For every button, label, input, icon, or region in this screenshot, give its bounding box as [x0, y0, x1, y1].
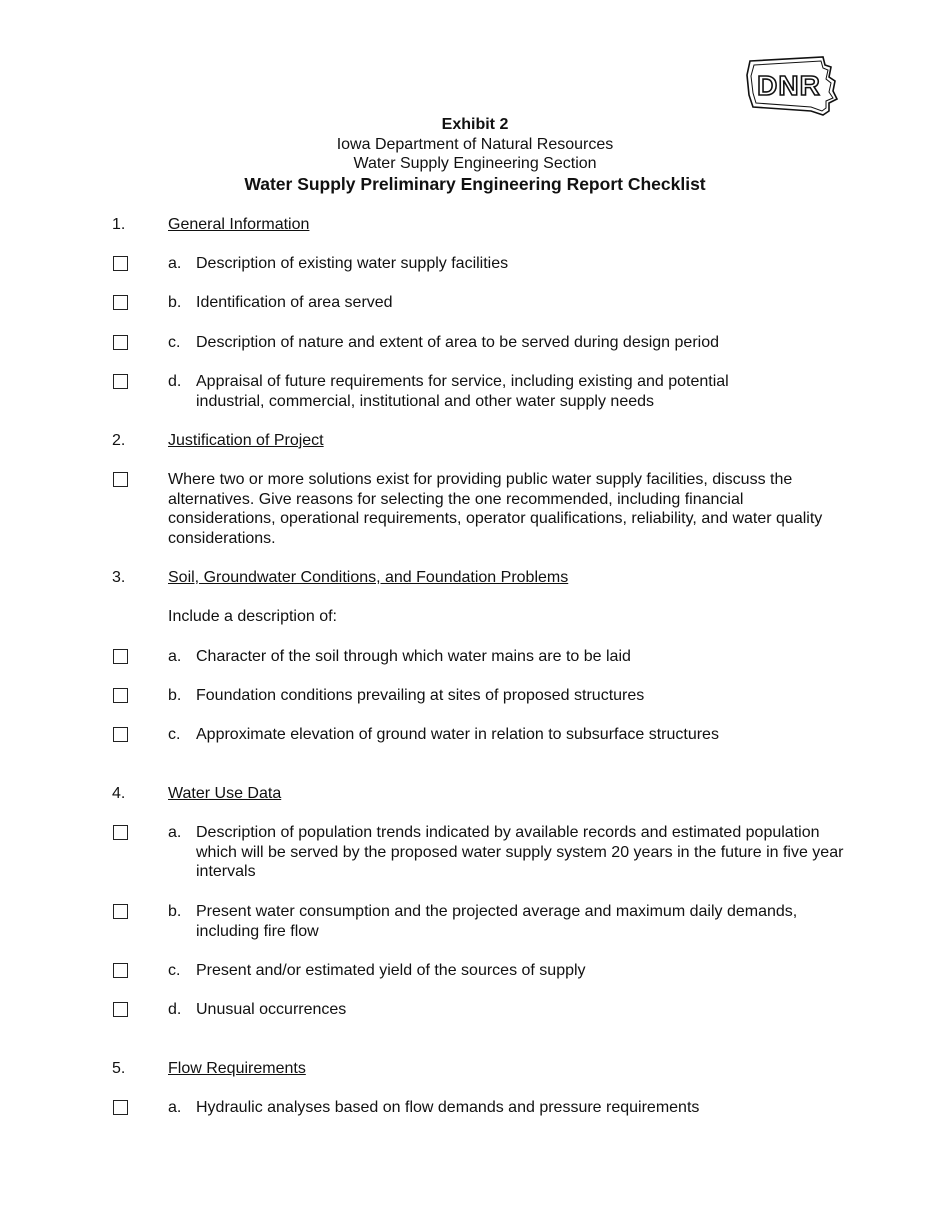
checkbox[interactable]: [113, 1002, 128, 1017]
section-number: 5.: [112, 1060, 126, 1077]
item-letter: c.: [168, 334, 181, 351]
item-text: Appraisal of future requirements for service, including existing and potential industrial, commercial, institutional and other water supply needs: [196, 373, 729, 410]
item-letter: d.: [168, 1001, 182, 1018]
checkbox[interactable]: [113, 472, 128, 487]
dnr-logo-icon: [745, 55, 841, 117]
section-title: Water Use Data: [168, 785, 282, 802]
section-title: Justification of Project: [168, 432, 324, 449]
item-letter: b.: [168, 294, 182, 311]
item-text: Character of the soil through which water mains are to be laid: [196, 648, 631, 665]
section-title: Soil, Groundwater Conditions, and Foundation Problems: [168, 569, 569, 586]
dnr-logo-text: DNR: [757, 70, 821, 101]
dnr-logo: [745, 55, 841, 117]
item-text: Description of existing water supply facilities: [196, 255, 509, 272]
item-letter: a.: [168, 824, 182, 841]
item-text: Description of population trends indicated by available records and estimated population which will be served by the proposed water supply system 20 years in the future in five year intervals: [196, 824, 844, 881]
checkbox[interactable]: [113, 904, 128, 919]
item-letter: a.: [168, 1099, 182, 1116]
checkbox[interactable]: [113, 825, 128, 840]
item-letter: a.: [168, 648, 182, 665]
item-text: Description of nature and extent of area to be served during design period: [196, 334, 719, 351]
section-number: 1.: [112, 216, 126, 233]
checkbox[interactable]: [113, 1100, 128, 1115]
document-header: [0, 115, 950, 194]
item-letter: b.: [168, 687, 182, 704]
section-number: 4.: [112, 785, 126, 802]
document-title: Water Supply Preliminary Engineering Report Checklist: [244, 173, 706, 194]
department-name: Iowa Department of Natural Resources: [336, 135, 614, 153]
checkbox[interactable]: [113, 256, 128, 271]
item-text: Identification of area served: [196, 294, 393, 311]
item-letter: c.: [168, 726, 181, 743]
item-letter: b.: [168, 903, 182, 920]
item-text: Foundation conditions prevailing at sites of proposed structures: [196, 687, 645, 704]
item-letter: d.: [168, 373, 182, 390]
section-title: Flow Requirements: [168, 1060, 306, 1077]
item-text: Present and/or estimated yield of the sources of supply: [196, 962, 586, 979]
checkbox[interactable]: [113, 963, 128, 978]
checkbox[interactable]: [113, 295, 128, 310]
section-number: 2.: [112, 432, 126, 449]
item-paragraph: Where two or more solutions exist for providing public water supply facilities, discuss the alternatives. Give reasons for selecting the one recommended, including financial considerations, operational requirements, operator qualifications, reliability, and water quality considerations.: [168, 471, 823, 547]
intro-text: Include a description of:: [168, 608, 337, 625]
item-letter: c.: [168, 962, 181, 979]
section-name: Water Supply Engineering Section: [353, 155, 597, 173]
checkbox[interactable]: [113, 374, 128, 389]
item-letter: a.: [168, 255, 182, 272]
item-text: Unusual occurrences: [196, 1001, 347, 1018]
checkbox[interactable]: [113, 727, 128, 742]
item-text: Hydraulic analyses based on flow demands and pressure requirements: [196, 1099, 700, 1116]
section-title: General Information: [168, 216, 310, 233]
item-text: Approximate elevation of ground water in relation to subsurface structures: [196, 726, 719, 743]
exhibit-label: Exhibit 2: [441, 116, 509, 133]
checkbox[interactable]: [113, 688, 128, 703]
item-text: Present water consumption and the projected average and maximum daily demands, including fire flow: [196, 903, 798, 940]
checkbox[interactable]: [113, 649, 128, 664]
checkbox[interactable]: [113, 335, 128, 350]
section-number: 3.: [112, 569, 126, 586]
